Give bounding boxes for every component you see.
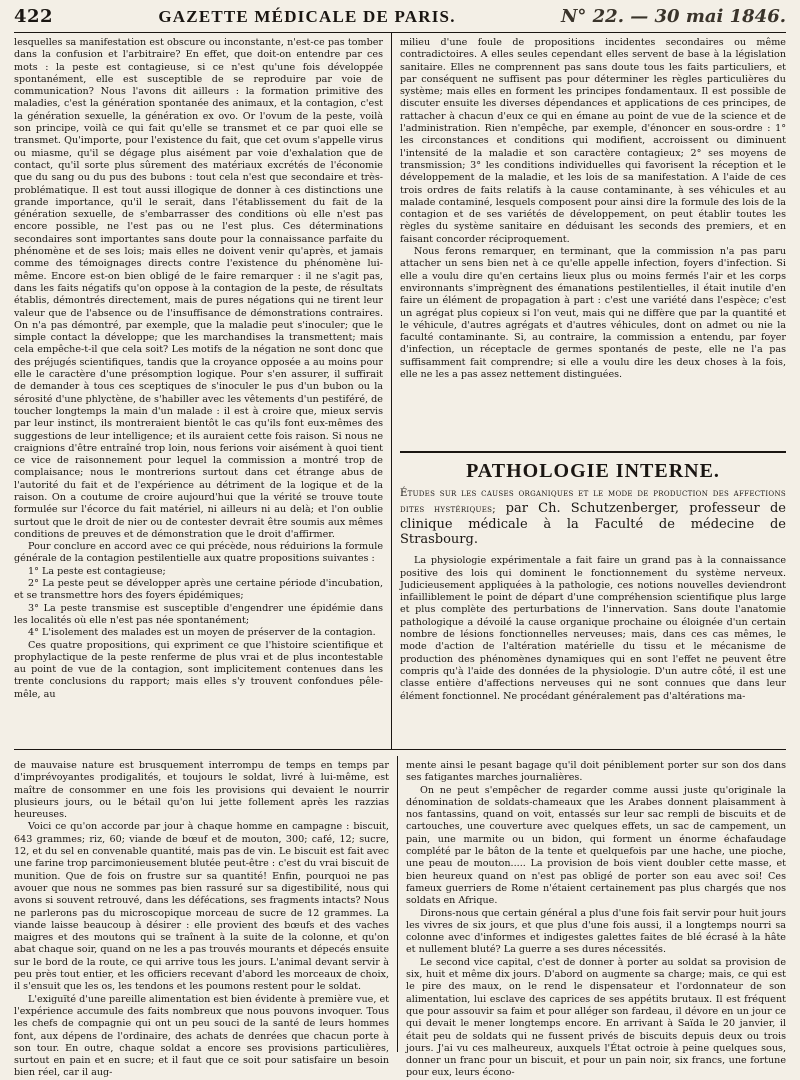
paragraph: La physiologie expérimentale a fait faire un grand pas à la connaissance positive des lois qui dominent le fonctionnement du système nerveux. Judicieusement appliquées à la pathologie, ces notions nouvelles deviendront infailliblement le point de départ d'une compréhension scientifique plus large et plus complète des perturbations de l'innervation. Sans doute l'anatomie pathologique a dévoilé la cause organique prochaine ou éloignée d'un certain nombre de lésions fonctionnelles nerveuses; mais, dans ces cas mêmes, le mode d'action de l'altération matérielle du tissu et le mécanisme de production des phénomènes dynamiques qui en sont l'effet ne peuvent être compris qu'à l'aide des données de la physiologie. D'un autre côté, il est une classe entière d'affections nerveuses qui ne sont connues que dans leur élément fonctionnel. Ne procédant généralement pas d'altérations ma- bbox=[400, 555, 786, 702]
article-continuation bbox=[400, 37, 786, 453]
paragraph: de mauvaise nature est brusquement interrompu de temps en temps par d'imprévoyantes prodigalités, et toujours le soldat, livré à lui-même, est maître de consommer en une fois les provisions qui devaient le nourrir plusieurs jours, ou le bétail qu'on lui jette follement après les razzias heureuses. bbox=[14, 760, 389, 821]
bottom-left-column bbox=[14, 756, 398, 1079]
proposition-item: 3° La peste transmise est susceptible d'engendrer une épidémie dans les localités où elle n'est pas née spontanément; bbox=[14, 602, 383, 626]
paragraph: On ne peut s'empêcher de regarder comme aussi juste qu'originale la dénomination de soldats-chameaux que les Arabes donnent plaisamment à nos fantassins, quand on voit, entassés sur leur sac rempli de biscuits et de cartouches, une couverture avec quelques effets, un sac de campement, un pain, une marmite ou un bidon, qui forment un énorme échafaudage complété par le bâton de la tente et quelquefois par une hache, une pioche, une peau de mouton..... La provision de bois vient doubler cette masse, et bien heureux quand on n'est pas obligé de porter son eau avec soi! Ces fameux guerriers de Rome n'étaient certainement pas plus chargés que nos soldats en Afrique. bbox=[406, 784, 786, 907]
paragraph: Dirons-nous que certain général a plus d'une fois fait servir pour huit jours les vivres de six jours, et que plus d'une fois aussi, il a longtemps nourri sa colonne avec d'informes et indigestes galettes faites de blé écrasé à la hâte et nullement bluté? La guerre a ses dures nécessités. bbox=[406, 907, 786, 956]
top-section bbox=[14, 33, 786, 750]
bottom-right-column bbox=[398, 756, 786, 1079]
paragraph: mente ainsi le pesant bagage qu'il doit péniblement porter sur son dos dans ses fatigantes marches journalières. bbox=[406, 760, 786, 784]
journal-title: GAZETTE MÉDICALE DE PARIS. bbox=[158, 7, 456, 26]
page-number: 422 bbox=[14, 6, 54, 27]
pathologie-section bbox=[400, 453, 786, 703]
top-right-column bbox=[392, 33, 786, 749]
paragraph: Le second vice capital, c'est de donner à porter au soldat sa provision de six, huit et même dix jours. D'abord on augmente sa charge; mais, ce qui est le pire des maux, on le rend le dispensateur et l'ordonnateur de son alimentation, lui esclave des caprices de ses appétits brutaux. Il est fréquent que pour assouvir sa faim et pour alléger son fardeau, il dévore en un jour ce qui devait le mener longtemps encore. En arrivant à Saïda le 20 janvier, il était peu de soldats qui ne fussent privés de biscuits depuis deux ou trois jours. J'ai vu ces malheureux, auxquels l'État octroie à peine quelques sous, donner un franc pour un biscuit, et pour un pain noir, six francs, une fortune pour eux, leurs écono- bbox=[406, 956, 786, 1079]
paragraph: Nous ferons remarquer, en terminant, que la commission n'a pas paru attacher un sens bien net à ce qu'elle appelle infection, foyers d'infection. Si elle a voulu dire qu'en certains lieux plus ou moins fermés l'air et les corps environnants s'imprègnent des émanations pestilentielles, il était inutile d'en faire un élément de propagation à part : c'est une variété dans l'espèce; c'est un agrégat plus copieux si l'on veut, mais qui ne diffère que par la quantité et le véhicule, d'autres agrégats et d'autres véhicules, dont on admet ou nie la faculté contaminante. Si, au contraire, la commission a entendu, par foyer d'infection, un réceptacle de germes spontanés de peste, elle ne l'a pas suffisamment fait comprendre; si elle a voulu dire les deux choses à la fois, elle ne les a pas assez nettement distinguées. bbox=[400, 246, 786, 381]
issue-date: N° 22. — 30 mai 1846. bbox=[560, 6, 786, 27]
proposition-item: 1° La peste est contagieuse; bbox=[28, 565, 166, 577]
proposition-item: 4° L'isolement des malades est un moyen de préserver de la contagion. bbox=[28, 627, 376, 639]
paragraph: milieu d'une foule de propositions incidentes secondaires ou même contradictoires. A elles seules cependant elles servent de base à la législation sanitaire. Elles ne comprennent pas sans doute tous les faits particuliers, et par conséquent ne suffisent pas pour déterminer les règles particulières du système; mais elles en forment les principes fondamentaux. Il est possible de discuter ensuite les diverses dépendances et applications de ces principes, de rattacher à chacun d'eux ce qui en émane au point de vue de la science et de l'administration. Rien n'empêche, par exemple, d'énoncer en sous-ordre : 1° les circonstances et conditions qui modifient, accroissent ou diminuent l'intensité de la maladie et son caractère contagieux; 2° ses moyens de transmission; 3° les conditions individuelles qui favorisent la réception et le développement de la maladie, et les lois de sa manifestation. A l'aide de ces trois ordres de faits relatifs à la cause contaminante, à ses véhicules et au malade contaminé, lesquels composent pour ainsi dire la formule des lois de la contagion et de ses variétés de développement, on peut établir toutes les règles du système sanitaire en déduisant les seconds des premiers, et en faisant concorder réciproquement. bbox=[400, 37, 786, 245]
proposition-item: 2° La peste peut se développer après une certaine période d'incubation, et se transmettre hors des foyers épidémiques; bbox=[14, 578, 383, 602]
article-author: par Ch. Schutzenberger, professeur de clinique médicale à la Faculté de médecine de Strasbourg. bbox=[400, 501, 786, 548]
page-header bbox=[14, 6, 786, 33]
article-heading bbox=[400, 485, 786, 547]
paragraph: Voici ce qu'on accorde par jour à chaque homme en campagne : biscuit, 643 grammes; riz, 60; viande de bœuf et de mouton, 300; café, 12; sucre, 12, et du sel en convenable quantité, mais pas de vin. Le biscuit est fait avec une farine trop parcimonieusement blutée peut-être : c'est du vrai biscuit de munition. Que de fois on frustre sur sa quantité! Enfin, pourquoi ne pas avouer que nous ne sommes pas bien rassuré sur sa digestibilité, nous qui avons si souvent retrouvé, dans les défécations, ses fragments intacts? Nous ne parlerons pas du microscopique morceau de sucre de 12 grammes. La viande laisse beaucoup à désirer : elle provient des bœufs et des vaches maigres et des moutons qui se traînent à la suite de la colonne, et qu'on abat chaque soir, quand on ne les a pas trouvés mourants et dépecés ensuite sur le bord de la route, ce qui arrive tous les jours. L'animal devant servir à peu près tout entier, et les officiers recevant d'abord les morceaux de choix, il s'ensuit que les os, les tendons et les poumons restent pour le soldat. bbox=[14, 821, 389, 993]
paragraph: L'exiguïté d'une pareille alimentation est bien évidente à première vue, et l'expérience accumule des faits nombreux que nous pouvons invoquer. Tous les chefs de compagnie qui ont un peu souci de la santé de leurs hommes font, aux dépens de l'ordinaire, des achats de denrées que chacun porte à son tour. En outre, chaque soldat a encore ses provisions particulières, surtout en pain et en sucre; et il faut que ce soit pour satisfaire un besoin bien réel, car il aug- bbox=[14, 993, 389, 1079]
section-title: PATHOLOGIE INTERNE. bbox=[466, 460, 720, 482]
paragraph: Pour conclure en accord avec ce qui précède, nous réduirions la formule générale de la contagion pestilentielle aux quatre propositions suivantes : bbox=[14, 541, 383, 565]
article-title: Études sur les causes organiques et le mode de production des affections dites hystériques; bbox=[400, 488, 786, 516]
paragraph: lesquelles sa manifestation est obscure ou inconstante, n'est-ce pas tomber dans la confusion et l'arbitraire? En effet, que doit-on entendre par ces mots : la peste est contagieuse, si ce n'est qu'une fois développée spontanément, elle est susceptible de se reproduire par voie de communication? Nous l'avons dit ailleurs : la formation primitive des maladies, c'est la génération spontanée des animaux, et la contagion, c'est la génération sexuelle, la génération ex ovo. Or l'ovum de la peste, voilà son principe, voilà ce qui fait qu'elle se transmet et ce par quoi elle se transmet. Qu'importe, pour l'existence du fait, que cet ovum s'appelle virus ou miasme, qu'il se dégage plus aisément par voie d'exhalation que de contact, qu'il sorte plus sûrement des matériaux excrétés de l'économie que du sang ou du pus des bubons : tout cela n'est que secondaire et très-problématique. Il est tout aussi illogique de donner à ces distinctions une grande importance, qu'il le serait, dans l'établissement du fait de la génération sexuelle, de s'embarrasser des conditions où elle n'est pas encore possible, ne l'est pas ou ne l'est plus. Ces déterminations secondaires sont importantes sans doute pour la connaissance parfaite du phénomène et de ses lois; mais elles ne doivent venir qu'après, et jamais comme des témoignages directs contre l'existence du phénomène lui-même. Encore est-on bien obligé de le faire remarquer : il ne s'agit pas, dans les faits négatifs qu'on oppose à la contagion de la peste, de résultats établis, démontrés directement, mais de pures négations qui ne tirent leur valeur que de l'absence ou de l'insuffisance de démonstrations contraires. On n'a pas démontré, par exemple, que la maladie peut s'inoculer; que le simple contact la développe; que les marchandises la transmettent; mais cela empêche-t-il que cela soit? Les motifs de la négation ne sont donc que des préjugés scientifiques, tandis que la croyance opposée a au moins pour elle le caractère d'une présomption logique. Pour s'en assurer, il suffirait de demander à tous ces sceptiques de s'inoculer le pus d'un bubon ou la sérosité d'une phlyctène, de s'habiller avec les vêtements d'un pestiféré, de toucher longtemps la main d'un malade : il est à croire que, mieux servis par leur instinct, ils montreraient bientôt le cas qu'ils font eux-mêmes des suggestions de leur intelligence; et ils auraient cette fois raison. Si nous ne craignions d'être entraîné trop loin, nous ferions voir aisément à quoi tient ce vice de raisonnement pour lequel la commission a montré trop de complaisance; nous le montrerions surtout dans cet étrange abus de l'autorité du fait et de l'expérience au détriment de la logique et de la raison. On a coutume de croire aujourd'hui que la vérité se trouve toute formulée sur l'écorce du fait matériel, ni ailleurs ni au delà; et l'on oublie surtout que le droit de nier ou de contester devrait être soumis aux mêmes conditions de preuves et de démonstration que le droit d'affirmer. bbox=[14, 37, 383, 540]
paragraph: Ces quatre propositions, qui expriment ce que l'histoire scientifique et prophylactique de la peste renferme de plus vrai et de plus incontestable au point de vue de la contagion, sont implicitement contenues dans les trente conclusions du rapport; mais elles s'y trouvent confondues pêle-mêle, au bbox=[14, 639, 383, 700]
bottom-section bbox=[14, 750, 786, 1079]
top-left-column bbox=[14, 33, 392, 749]
